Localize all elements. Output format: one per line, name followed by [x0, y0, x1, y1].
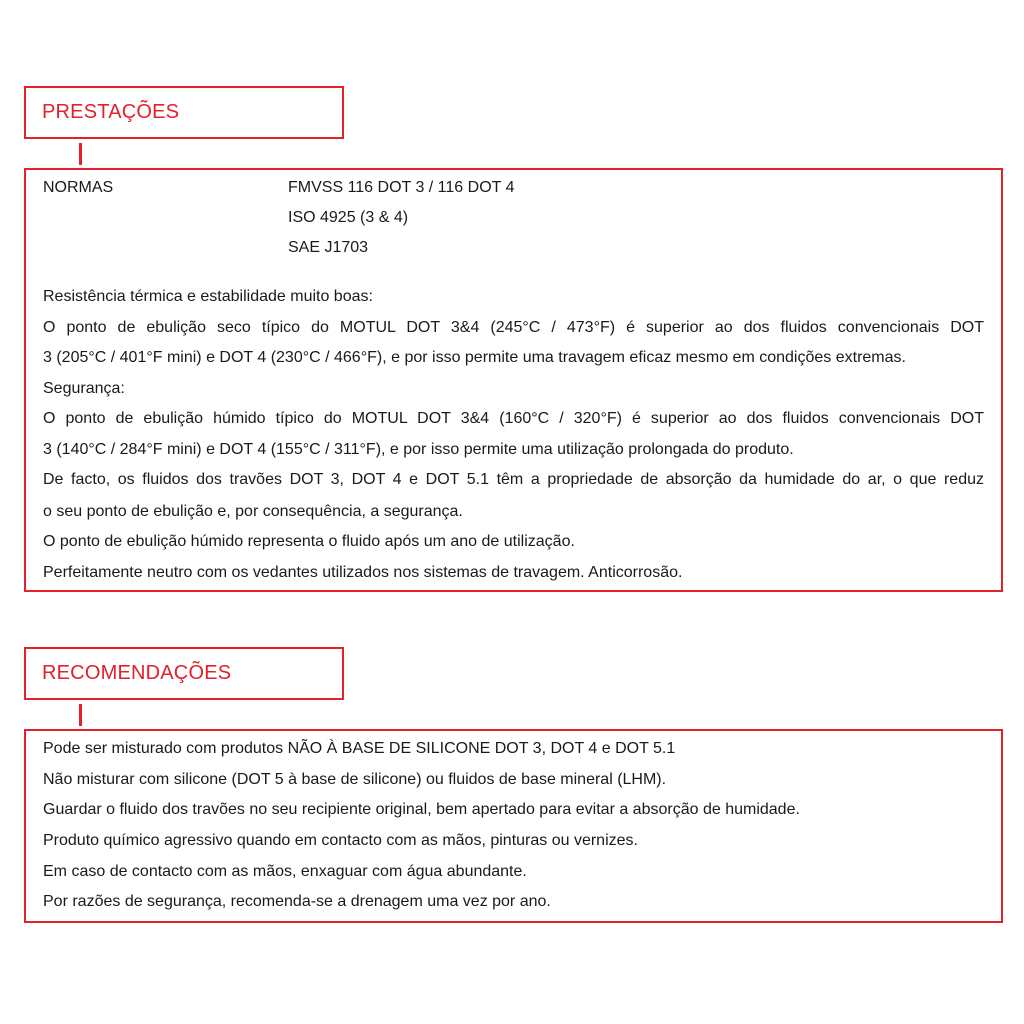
paragraph-line: 3 (205°C / 401°F mini) e DOT 4 (230°C / 466°F), e por isso permite uma travagem eficaz mesmo em condições extremas.	[43, 349, 906, 366]
paragraph-line: O ponto de ebulição húmido típico do MOTUL DOT 3&4 (160°C / 320°F) é superior ao dos fluidos convencionais DOT	[43, 410, 984, 427]
recomendacoes-title: RECOMENDAÇÕES	[42, 662, 232, 684]
recommendation-line: Produto químico agressivo quando em contacto com as mãos, pinturas ou vernizes.	[43, 832, 638, 849]
normas-value: SAE J1703	[288, 239, 369, 256]
paragraph-line: O ponto de ebulição húmido representa o fluido após um ano de utilização.	[43, 533, 575, 550]
normas-value: ISO 4925 (3 & 4)	[288, 209, 409, 226]
paragraph-line: 3 (140°C / 284°F mini) e DOT 4 (155°C / 311°F), e por isso permite uma utilização prolongada do produto.	[43, 441, 794, 458]
paragraph-line: De facto, os fluidos dos travões DOT 3, DOT 4 e DOT 5.1 têm a propriedade de absorção da humidade do ar, o que reduz	[43, 471, 984, 488]
prestacoes-connector	[79, 143, 82, 165]
recommendation-line: Não misturar com silicone (DOT 5 à base de silicone) ou fluidos de base mineral (LHM).	[43, 771, 667, 788]
paragraph-line: Perfeitamente neutro com os vedantes utilizados nos sistemas de travagem. Anticorrosão.	[43, 564, 683, 581]
recommendation-line: Em caso de contacto com as mãos, enxaguar com água abundante.	[43, 863, 527, 880]
prestacoes-box	[24, 168, 1003, 592]
recomendacoes-tab	[24, 647, 344, 700]
paragraph-line: Resistência térmica e estabilidade muito boas:	[43, 288, 373, 305]
normas-label: NORMAS	[43, 179, 114, 196]
recomendacoes-box	[24, 729, 1003, 923]
recommendation-line: Guardar o fluido dos travões no seu recipiente original, bem apertado para evitar a absorção de humidade.	[43, 801, 800, 818]
recommendation-line: Pode ser misturado com produtos NÃO À BASE DE SILICONE DOT 3, DOT 4 e DOT 5.1	[43, 740, 676, 757]
recommendation-line: Por razões de segurança, recomenda-se a drenagem uma vez por ano.	[43, 893, 551, 910]
normas-value: FMVSS 116 DOT 3 / 116 DOT 4	[288, 179, 515, 196]
prestacoes-title: PRESTAÇÕES	[42, 101, 180, 123]
paragraph-line: O ponto de ebulição seco típico do MOTUL DOT 3&4 (245°C / 473°F) é superior ao dos fluidos convencionais DOT	[43, 319, 984, 336]
paragraph-line: o seu ponto de ebulição e, por consequência, a segurança.	[43, 503, 463, 520]
paragraph-line: Segurança:	[43, 380, 125, 397]
recomendacoes-connector	[79, 704, 82, 726]
prestacoes-tab	[24, 86, 344, 139]
